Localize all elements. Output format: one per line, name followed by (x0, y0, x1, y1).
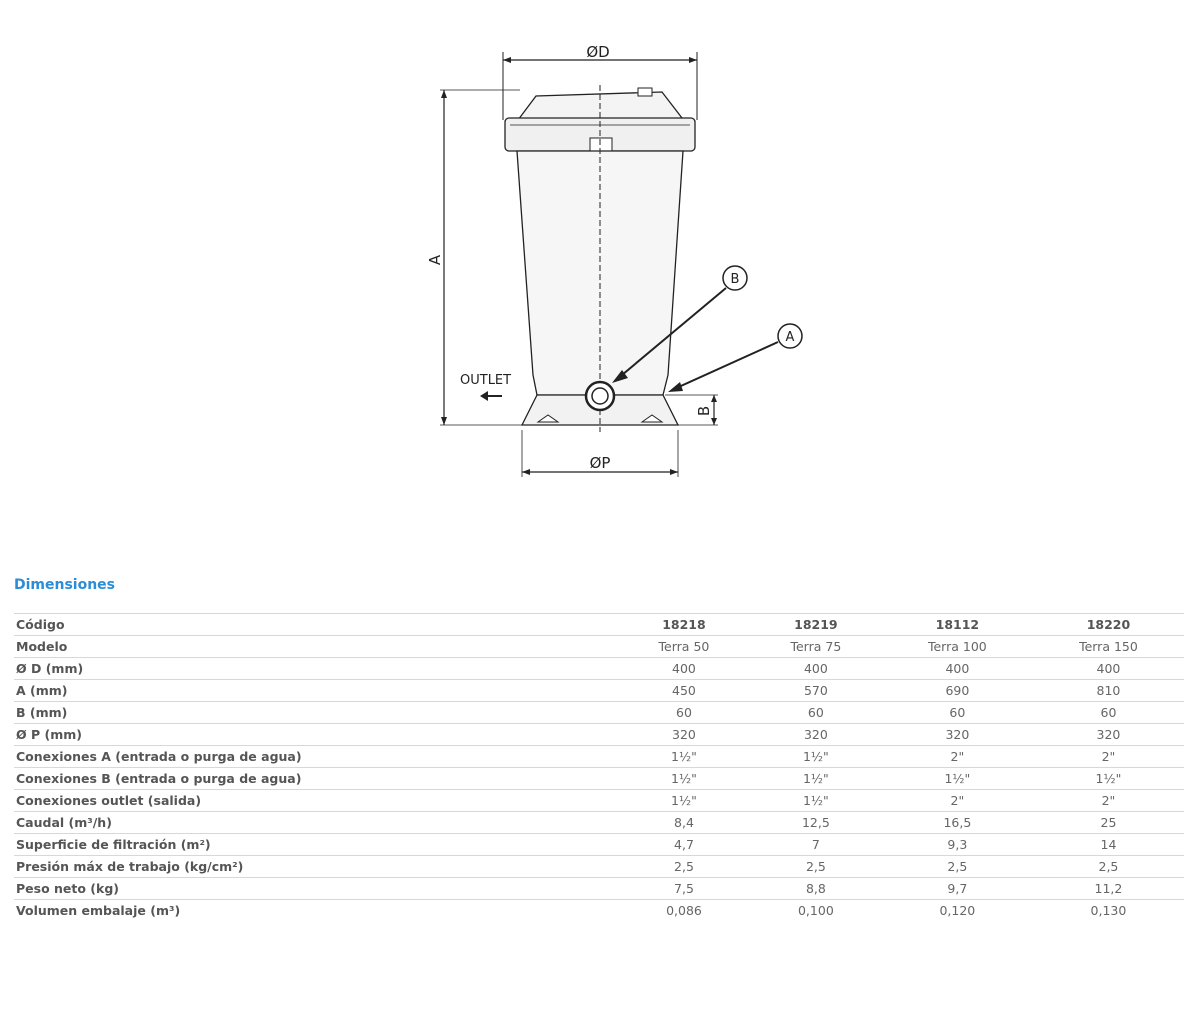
table-row (14, 680, 1184, 702)
row-value: 320 (882, 724, 1033, 746)
row-value: 400 (618, 658, 750, 680)
row-value: 1½" (618, 790, 750, 812)
row-label: Peso neto (kg) (14, 878, 618, 900)
callout-b-label: B (730, 272, 740, 287)
table-row (14, 724, 1184, 746)
header-label: Código (14, 614, 618, 636)
row-value: 14 (1033, 834, 1184, 856)
row-value: 16,5 (882, 812, 1033, 834)
row-value: 2,5 (750, 856, 882, 878)
row-value: 4,7 (618, 834, 750, 856)
op-label: ØP (589, 454, 611, 472)
row-label: B (mm) (14, 702, 618, 724)
row-value: 25 (1033, 812, 1184, 834)
callout-a-label: A (785, 330, 795, 345)
row-value: 60 (882, 702, 1033, 724)
row-value: 1½" (750, 768, 882, 790)
filter-drawing (400, 30, 840, 500)
row-value: 7,5 (618, 878, 750, 900)
row-label: A (mm) (14, 680, 618, 702)
lid-valve (638, 88, 652, 96)
callout-a-leader (672, 342, 778, 390)
row-value: 320 (1033, 724, 1184, 746)
a-label: A (426, 254, 444, 266)
row-value: 1½" (882, 768, 1033, 790)
row-value: 400 (1033, 658, 1184, 680)
table-row (14, 768, 1184, 790)
row-value: 0,130 (1033, 900, 1184, 922)
row-label: Ø D (mm) (14, 658, 618, 680)
b-label: B (695, 405, 713, 417)
od-arrow-left (503, 57, 511, 63)
row-value: 2" (1033, 746, 1184, 768)
row-value: 2" (1033, 790, 1184, 812)
table-row (14, 658, 1184, 680)
row-label: Modelo (14, 636, 618, 658)
table-row (14, 702, 1184, 724)
row-value: 2,5 (1033, 856, 1184, 878)
row-value: Terra 100 (882, 636, 1033, 658)
row-value: 11,2 (1033, 878, 1184, 900)
row-value: 1½" (618, 746, 750, 768)
header-code: 18220 (1033, 614, 1184, 636)
row-value: Terra 50 (618, 636, 750, 658)
table-row (14, 812, 1184, 834)
row-value: 400 (750, 658, 882, 680)
row-label: Volumen embalaje (m³) (14, 900, 618, 922)
row-value: Terra 150 (1033, 636, 1184, 658)
outlet-label: OUTLET (460, 373, 512, 388)
row-label: Conexiones outlet (salida) (14, 790, 618, 812)
row-value: 320 (750, 724, 882, 746)
row-value: 570 (750, 680, 882, 702)
header-code: 18218 (618, 614, 750, 636)
row-value: 0,120 (882, 900, 1033, 922)
row-value: 60 (750, 702, 882, 724)
row-label: Conexiones B (entrada o purga de agua) (14, 768, 618, 790)
row-value: 60 (1033, 702, 1184, 724)
row-value: 2" (882, 790, 1033, 812)
row-value: 810 (1033, 680, 1184, 702)
row-value: 1½" (750, 746, 882, 768)
table-row (14, 834, 1184, 856)
row-value: 12,5 (750, 812, 882, 834)
row-value: 8,8 (750, 878, 882, 900)
row-value: 690 (882, 680, 1033, 702)
row-label: Ø P (mm) (14, 724, 618, 746)
dimensions-table (14, 613, 1184, 921)
filter-dimension-diagram (400, 30, 840, 500)
row-value: 2" (882, 746, 1033, 768)
table-row (14, 878, 1184, 900)
row-value: 2,5 (882, 856, 1033, 878)
row-value: 8,4 (618, 812, 750, 834)
row-label: Presión máx de trabajo (kg/cm²) (14, 856, 618, 878)
row-value: 1½" (1033, 768, 1184, 790)
row-value: 400 (882, 658, 1033, 680)
table-body (14, 636, 1184, 922)
table-row (14, 900, 1184, 922)
row-value: 9,7 (882, 878, 1033, 900)
row-value: 0,086 (618, 900, 750, 922)
row-label: Conexiones A (entrada o purga de agua) (14, 746, 618, 768)
header-code: 18112 (882, 614, 1033, 636)
row-label: Caudal (m³/h) (14, 812, 618, 834)
row-value: 1½" (750, 790, 882, 812)
row-value: 320 (618, 724, 750, 746)
row-value: 1½" (618, 768, 750, 790)
row-value: 60 (618, 702, 750, 724)
row-value: 7 (750, 834, 882, 856)
row-value: 2,5 (618, 856, 750, 878)
header-code: 18219 (750, 614, 882, 636)
row-label: Superficie de filtración (m²) (14, 834, 618, 856)
table-row (14, 636, 1184, 658)
section-title: Dimensiones (14, 577, 116, 593)
od-label: ØD (586, 43, 610, 61)
row-value: 9,3 (882, 834, 1033, 856)
table-row (14, 856, 1184, 878)
row-value: 0,100 (750, 900, 882, 922)
table-header-row (14, 614, 1184, 636)
row-value: 450 (618, 680, 750, 702)
od-arrow-right (689, 57, 697, 63)
table-row (14, 746, 1184, 768)
row-value: Terra 75 (750, 636, 882, 658)
table-row (14, 790, 1184, 812)
